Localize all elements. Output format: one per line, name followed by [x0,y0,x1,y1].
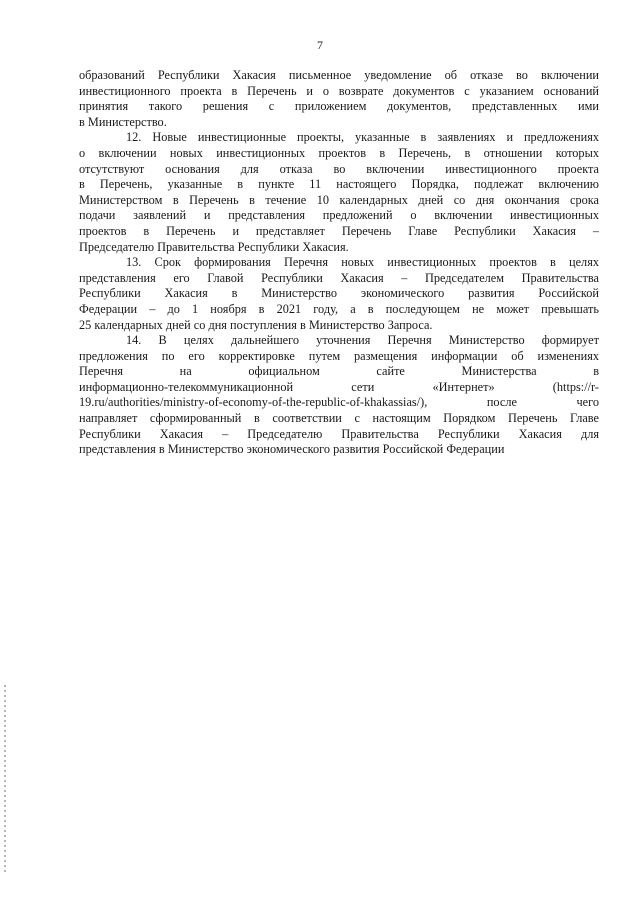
text-line: 13. Срок формирования Перечня новых инвестиционных проектов в целях [126,255,599,270]
text-line: подачи заявлений и представления предложений о включении инвестиционных [79,208,599,223]
text-line: проектов в Перечень и представляет Перечень Главе Республики Хакасия – [79,223,599,238]
text-line: предложения по его корректировке путем размещения информации об изменениях [79,348,599,363]
text-line: Министерством в Перечень в течение 10 календарных дней со дня окончания срока [79,192,599,207]
text-line: представления его Главой Республики Хакасия – Председателем Правительства [79,270,599,285]
text-line: 14. В целях дальнейшего уточнения Перечня Министерство формирует [126,333,599,348]
text-line: информационно-телекоммуникационной сети «Интернет» (https://r- [79,379,599,394]
text-line: Председателю Правительства Республики Хакасия. [79,239,349,254]
text-line: направляет сформированный в соответствии с настоящим Порядком Перечень Главе [79,411,599,426]
text-line: в Перечень, указанные в пункте 11 настоящего Порядка, подлежат включению [79,177,599,192]
text-line: представления в Министерство экономического развития Российской Федерации [79,442,505,457]
page-number: 7 [317,38,323,52]
text-line: 19.ru/authorities/ministry-of-economy-of-the-republic-of-khakassias/), после чего [79,395,599,410]
text-line: принятия такого решения с приложением документов, представленных ими [79,99,599,114]
text-line: 12. Новые инвестиционные проекты, указанные в заявлениях и предложениях [126,130,599,145]
text-line: Республики Хакасия – Председателю Правительства Республики Хакасия для [79,426,599,441]
text-line: Федерации – до 1 ноября в 2021 году, а в последующем не может превышать [79,301,599,316]
text-line: о включении новых инвестиционных проектов в Перечень, в отношении которых [79,145,599,160]
document-body [79,68,599,458]
text-line: в Министерство. [79,114,167,129]
text-line: отсутствуют основания для отказа во включении инвестиционного проекта [79,161,599,176]
text-line: образований Республики Хакасия письменное уведомление об отказе во включении [79,68,599,82]
text-line: инвестиционного проекта в Перечень и о возврате документов с указанием оснований [79,83,599,98]
text-line: Республики Хакасия в Министерство экономического развития Российской [79,286,599,301]
text-line: Перечня на официальном сайте Министерства в [79,364,599,379]
text-line: 25 календарных дней со дня поступления в Министерство Запроса. [79,317,433,332]
scan-margin-artifact [4,685,6,875]
